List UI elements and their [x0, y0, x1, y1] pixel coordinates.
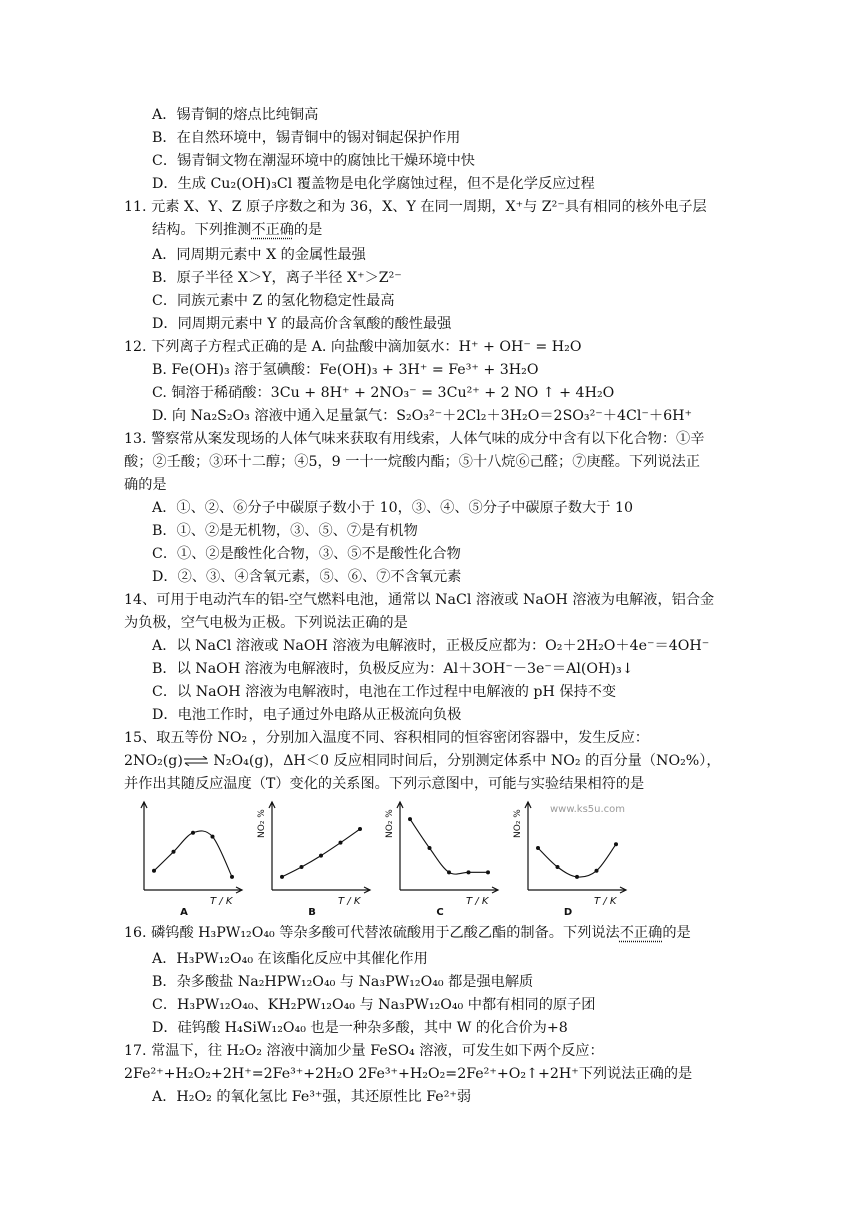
x-axis-label: T / K [210, 896, 233, 907]
q15-reactant: 2NO₂(g) [124, 753, 183, 769]
x-axis-label: T / K [338, 896, 361, 907]
data-point [467, 870, 471, 874]
q17-stem-line2: 2Fe²⁺+H₂O₂+2H⁺=2Fe³⁺+2H₂O 2Fe³⁺+H₂O₂=2Fe²⁺+O₂↑+2H⁺下列说法正确的是 [124, 1066, 693, 1082]
q16-option-c: C．H₃PW₁₂O₄₀、KH₂PW₁₂O₄₀ 与 Na₃PW₁₂O₄₀ 中都有相同的原子团 [152, 997, 596, 1013]
q16-stem-tail: 的是 [662, 925, 691, 941]
data-point [486, 870, 490, 874]
q14-option-a: A．以 NaCl 溶液或 NaOH 溶液为电解液时，正极反应都为：O₂＋2H₂O＋4e⁻＝4OH⁻ [152, 638, 710, 654]
equilibrium-arrow-icon [183, 756, 209, 766]
q11-option-b: B．原子半径 X＞Y，离子半径 X⁺＞Z²⁻ [152, 270, 402, 286]
q13-stem-line2: 酸；②壬酸；③环十二醇；④5，9 一十一烷酸内酯；⑤十八烷⑥己醛；⑦庚醛。下列说法正 [124, 454, 700, 470]
q16-option-a: A．H₃PW₁₂O₄₀ 在该酯化反应中其催化作用 [152, 951, 428, 967]
q10-option-c: C．锡青铜文物在潮湿环境中的腐蚀比干燥环境中快 [152, 153, 475, 169]
data-point [191, 831, 195, 835]
data-point [230, 875, 234, 879]
data-point [211, 835, 215, 839]
y-axis-label: NO₂ % [513, 809, 523, 838]
q15-product-and-text: N₂O₄(g)，ΔH＜0 反应相同时间后，分别测定体系中 NO₂ 的百分量（NO₂%）， [208, 753, 721, 769]
watermark: www.ks5u.com [550, 804, 626, 815]
y-axis-label: NO₂ % [385, 809, 395, 838]
q11-stem-tail: 的是 [293, 222, 323, 238]
q16-stem [124, 923, 691, 943]
y-axis-label: NO₂ % [257, 809, 267, 838]
chart-d-svg [508, 798, 632, 916]
q13-stem-line3: 确的是 [124, 477, 167, 493]
q10-option-b: B．在自然环境中，锡青铜中的锡对铜起保护作用 [152, 130, 461, 146]
q11-option-a: A．同周期元素中 X 的金属性最强 [152, 247, 366, 263]
data-point [172, 850, 176, 854]
q16-stem-text: 16. 磷钨酸 H₃PW₁₂O₄₀ 等杂多酸可代替浓硫酸用于乙酸乙酯的制备。下列说法 [124, 925, 620, 941]
q15-stem-line2 [124, 751, 721, 771]
q15-figure [124, 798, 664, 916]
data-point [575, 875, 579, 879]
q16-option-b: B．杂多酸盐 Na₂HPW₁₂O₄₀ 与 Na₃PW₁₂O₄₀ 都是强电解质 [152, 974, 534, 990]
chart-c [380, 798, 504, 916]
chart-b [252, 798, 376, 916]
x-axis-label: T / K [466, 896, 489, 907]
data-point [300, 865, 304, 869]
q13-option-d: D．②、③、④含氧元素，⑤、⑥、⑦不含氧元素 [152, 569, 462, 585]
q11-emphasis: 不正确 [251, 222, 294, 238]
series-line [282, 829, 360, 877]
data-point [280, 875, 284, 879]
data-point [319, 854, 323, 858]
panel-label: C [436, 907, 444, 916]
chart-a [124, 798, 248, 916]
q13-option-b: B．①、②是无机物，③、⑤、⑦是有机物 [152, 523, 418, 539]
chart-a-svg [124, 798, 248, 916]
q14-option-c: C．以 NaOH 溶液为电解液时，电池在工作过程中电解液的 pH 保持不变 [152, 684, 617, 700]
data-point [447, 870, 451, 874]
data-point [556, 865, 560, 869]
data-point [408, 817, 412, 821]
q17-stem-line1: 17. 常温下，往 H₂O₂ 溶液中滴加少量 FeSO₄ 溶液，可发生如下两个反应： [124, 1043, 604, 1059]
q12-option-b: B. Fe(OH)₃ 溶于氢碘酸：Fe(OH)₃ + 3H⁺ = Fe³⁺ + 3H₂O [152, 362, 539, 378]
series-line [154, 831, 232, 877]
q14-stem-line2: 为负极，空气电极为正极。下列说法正确的是 [124, 615, 408, 631]
data-point [428, 846, 432, 850]
q17-option-a: A．H₂O₂ 的氧化氢比 Fe³⁺强，其还原性比 Fe²⁺弱 [152, 1089, 472, 1105]
q11-stem-line1: 11. 元素 X、Y、Z 原子序数之和为 36，X、Y 在同一周期，X⁺与 Z²⁻具有相同的核外电子层 [124, 199, 707, 215]
q12-option-c: C. 铜溶于稀硝酸：3Cu + 8H⁺ + 2NO₃⁻ = 3Cu²⁺ + 2 NO ↑ + 4H₂O [152, 385, 615, 401]
series-line [538, 844, 616, 877]
q15-stem-line3: 并作出其随反应温度（T）变化的关系图。下列示意图中，可能与实验结果相符的是 [124, 776, 645, 792]
q10-option-a: A．锡青铜的熔点比纯铜高 [152, 107, 319, 123]
q11-option-d: D．同周期元素中 Y 的最高价含氧酸的酸性最强 [152, 316, 452, 332]
x-axis-label: T / K [594, 896, 617, 907]
q13-option-a: A．①、②、⑥分子中碳原子数小于 10，③、④、⑤分子中碳原子数大于 10 [152, 500, 633, 516]
data-point [358, 827, 362, 831]
series-line [410, 819, 488, 874]
chart-c-svg [380, 798, 504, 916]
q14-option-b: B．以 NaOH 溶液为电解液时，负极反应为：Al＋3OH⁻－3e⁻＝Al(OH)₃↓ [152, 661, 634, 677]
q11-stem-text: 结构。下列推测 [152, 222, 252, 238]
q12-stem: 12. 下列离子方程式正确的是 A. 向盐酸中滴加氨水：H⁺ + OH⁻ = H₂O [124, 339, 582, 355]
q11-option-c: C．同族元素中 Z 的氢化物稳定性最高 [152, 293, 395, 309]
data-point [536, 846, 540, 850]
chart-b-svg [252, 798, 376, 916]
q14-option-d: D．电池工作时，电子通过外电路从正极流向负极 [152, 707, 462, 723]
data-point [595, 869, 599, 873]
q11-stem-line2 [152, 220, 322, 240]
data-point [152, 869, 156, 873]
q15-stem-line1: 15、取五等份 NO₂ ，分别加入温度不同、容积相同的恒容密闭容器中，发生反应： [124, 730, 649, 746]
panel-label: A [180, 907, 188, 916]
panel-label: D [563, 907, 573, 916]
chart-d [508, 798, 632, 916]
q10-option-d: D．生成 Cu₂(OH)₃Cl 覆盖物是电化学腐蚀过程，但不是化学反应过程 [152, 176, 595, 192]
q14-stem-line1: 14、可用于电动汽车的铝-空气燃料电池，通常以 NaCl 溶液或 NaOH 溶液为电解液，铝合金 [124, 592, 715, 608]
data-point [339, 841, 343, 845]
q13-option-c: C．①、②是酸性化合物，③、⑤不是酸性化合物 [152, 546, 461, 562]
q13-stem-line1: 13. 警察常从案发现场的人体气味来获取有用线索，人体气味的成分中含有以下化合物：①辛 [124, 431, 705, 447]
panel-label: B [308, 907, 316, 916]
q16-emphasis: 不正确 [619, 925, 663, 941]
q12-option-d: D. 向 Na₂S₂O₃ 溶液中通入足量氯气：S₂O₃²⁻＋2Cl₂＋3H₂O＝2SO₃²⁻＋4Cl⁻＋6H⁺ [152, 408, 692, 424]
q16-option-d: D．硅钨酸 H₄SiW₁₂O₄₀ 也是一种杂多酸，其中 W 的化合价为+8 [152, 1020, 568, 1036]
data-point [614, 842, 618, 846]
